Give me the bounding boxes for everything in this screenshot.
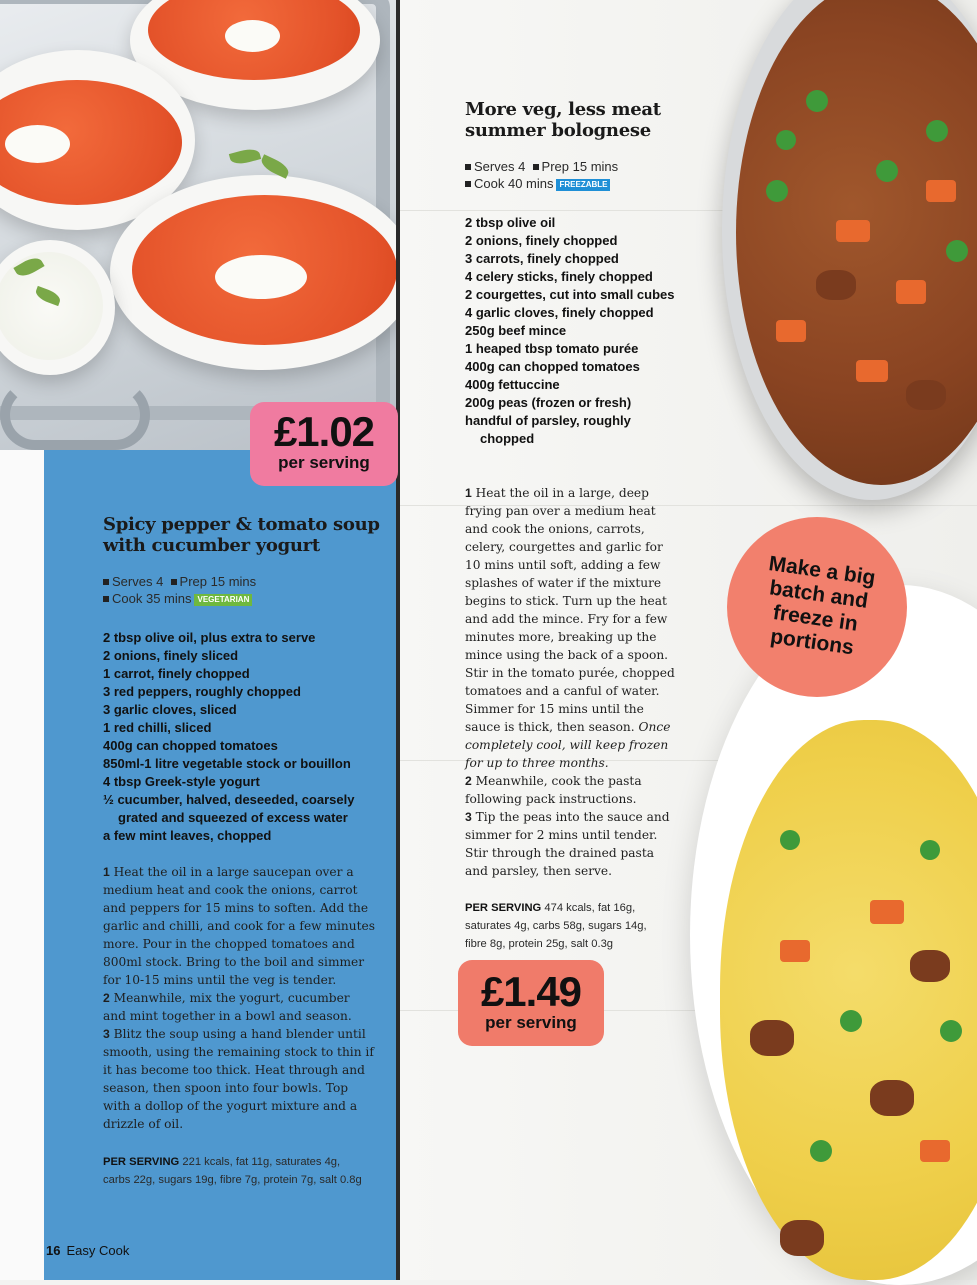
method xyxy=(103,863,375,1133)
ingredient: 2 tbsp olive oil xyxy=(465,215,556,230)
ingredient: 1 heaped tbsp tomato purée xyxy=(465,341,639,356)
ingredient: ½ cucumber, halved, deseeded, coarsely grated and squeezed of excess water xyxy=(103,792,355,825)
mince xyxy=(870,1080,914,1116)
page-number: 16 xyxy=(46,1243,61,1258)
step-text: Heat the oil in a large, deep frying pan over a medium heat and cook the onions, carrots, celery, courgettes and garlic for 10 mins until soft, adding a few splashes of water if the mixture begins to stick. Turn up the heat and add the mince. Fry for a few minutes more, breaking up the mince using the back of a spoon. Stir in the tomato purée, chopped tomatoes and a canful of water. Simmer for 15 mins until the sauce is thick, then season. xyxy=(465,486,675,734)
step-text: Tip the peas into the sauce and simmer for 2 mins until tender. Stir through the drained pasta and parsley, then serve. xyxy=(465,810,670,878)
ingredient: 4 garlic cloves, finely chopped xyxy=(465,305,654,320)
step-text: Meanwhile, mix the yogurt, cucumber and mint together in a bowl and season. xyxy=(103,991,352,1023)
mince xyxy=(816,270,856,300)
page-margin xyxy=(0,450,44,1280)
ingredient: 1 red chilli, sliced xyxy=(103,720,212,735)
recipe-meta xyxy=(465,158,715,192)
ingredient: handful of parsley, roughly chopped xyxy=(465,413,631,446)
ingredient: a few mint leaves, chopped xyxy=(103,828,272,843)
price-label: per serving xyxy=(278,453,370,472)
step-text: Blitz the soup using a hand blender until smooth, using the remaining stock to thin if it has become too thick. Heat through and season, then spoon into four bowls. Top with a dollop of the yogurt mixture and a drizzle of oil. xyxy=(103,1027,374,1131)
freezing-note: Once completely cool, will keep frozen for up to three months. xyxy=(465,720,671,770)
ingredient: 2 onions, finely chopped xyxy=(465,233,618,248)
ingredient-list xyxy=(465,214,680,448)
ingredient: 4 celery sticks, finely chopped xyxy=(465,269,653,284)
method-step xyxy=(103,989,375,1025)
price-amount: £1.02 xyxy=(273,408,375,455)
cream xyxy=(225,20,280,52)
page-gutter xyxy=(396,0,400,1280)
carrot xyxy=(896,280,926,304)
pea xyxy=(946,240,968,262)
mince xyxy=(750,1020,794,1056)
cook-time: Cook 35 mins xyxy=(112,591,192,606)
carrot xyxy=(926,180,956,202)
ingredient: 400g can chopped tomatoes xyxy=(465,359,640,374)
ingredient: 3 carrots, finely chopped xyxy=(465,251,619,266)
mince xyxy=(906,380,946,410)
ingredient: 2 tbsp olive oil, plus extra to serve xyxy=(103,630,316,645)
pea xyxy=(810,1140,832,1162)
pea xyxy=(876,160,898,182)
nutrition-values: 474 kcals, fat 16g, saturates 4g, carbs 58g, sugars 14g, fibre 8g, protein 25g, salt 0.3g xyxy=(465,902,647,950)
step-number: 2 xyxy=(103,991,110,1005)
price-label: per serving xyxy=(485,1013,577,1032)
ingredient: 3 red peppers, roughly chopped xyxy=(103,684,301,699)
method-step: 2 Meanwhile, cook the pasta following pack instructions. xyxy=(465,774,642,806)
recipe-title: Spicy pepper & tomato soup with cucumber yogurt xyxy=(103,514,380,556)
pea xyxy=(940,1020,962,1042)
method xyxy=(465,484,675,880)
method-step xyxy=(103,1025,375,1133)
price-amount: £1.49 xyxy=(480,968,582,1015)
method-step: 1 Heat the oil in a large, deep frying pan over a medium heat and cook the onions, carrots, celery, courgettes and garlic for 10 mins until soft, adding a few splashes of water if the mixture begins to stick. Turn up the heat and add the mince. Fry for a few minutes more, breaking up the mince using the back of a spoon. Stir in the tomato purée, chopped tomatoes and a canful of water. Simmer for 15 mins until the sauce is thick, then season. Once completely cool, will keep frozen for up to three months. xyxy=(465,486,675,770)
pasta xyxy=(720,720,977,1280)
cream xyxy=(5,125,70,163)
pea xyxy=(806,90,828,112)
freeze-tip-bubble xyxy=(727,517,907,697)
carrot xyxy=(780,940,810,962)
nutrition-values: 221 kcals, fat 11g, saturates 4g, carbs 22g, sugars 19g, fibre 7g, protein 7g, salt 0.8g xyxy=(103,1156,362,1186)
soup-photo xyxy=(0,0,400,450)
recipe-title: More veg, less meat summer bolognese xyxy=(465,99,661,141)
carrot xyxy=(920,1140,950,1162)
prep-time: Prep 15 mins xyxy=(541,159,619,174)
ingredient: 3 garlic cloves, sliced xyxy=(103,702,237,717)
ingredient: 400g fettuccine xyxy=(465,377,560,392)
page-footer xyxy=(46,1243,129,1258)
pea xyxy=(780,830,800,850)
per-serving-label: PER SERVING xyxy=(103,1156,180,1168)
pea xyxy=(926,120,948,142)
ingredient: 850ml-1 litre vegetable stock or bouillon xyxy=(103,756,351,771)
step-text: Meanwhile, cook the pasta following pack instructions. xyxy=(465,774,642,806)
method-step xyxy=(103,863,375,989)
mince xyxy=(910,950,950,982)
cream xyxy=(215,255,307,299)
pea xyxy=(920,840,940,860)
carrot xyxy=(776,320,806,342)
ingredient-list xyxy=(103,629,388,845)
pea xyxy=(840,1010,862,1032)
ingredient: 4 tbsp Greek-style yogurt xyxy=(103,774,260,789)
price-tag xyxy=(250,402,398,486)
step-number: 3 xyxy=(103,1027,110,1041)
per-serving-label: PER SERVING xyxy=(465,902,542,914)
ingredient: 1 carrot, finely chopped xyxy=(103,666,250,681)
magazine-name: Easy Cook xyxy=(66,1243,130,1258)
ingredient: 2 courgettes, cut into small cubes xyxy=(465,287,675,302)
price-tag xyxy=(458,960,604,1046)
vegetarian-badge: VEGETARIAN xyxy=(194,594,252,606)
nutrition xyxy=(103,1153,365,1189)
tray-handle xyxy=(0,380,150,450)
pea xyxy=(776,130,796,150)
cook-time: Cook 40 mins xyxy=(474,176,554,191)
ingredient: 2 onions, finely sliced xyxy=(103,648,239,663)
ingredient: 250g beef mince xyxy=(465,323,567,338)
recipe-meta xyxy=(103,573,383,607)
ingredient: 200g peas (frozen or fresh) xyxy=(465,395,632,410)
step-number: 1 xyxy=(103,865,110,879)
freezable-badge: FREEZABLE xyxy=(556,179,610,191)
carrot xyxy=(856,360,888,382)
pea xyxy=(766,180,788,202)
carrot xyxy=(870,900,904,924)
nutrition xyxy=(465,899,665,953)
freeze-tip-text: Make a big batch and freeze in portions xyxy=(767,551,877,660)
method-step: 3 Tip the peas into the sauce and simmer for 2 mins until tender. Stir through the drained pasta and parsley, then serve. xyxy=(465,810,670,878)
serves: Serves 4 xyxy=(112,574,164,589)
serves: Serves 4 xyxy=(474,159,526,174)
step-text: Heat the oil in a large saucepan over a medium heat and cook the onions, carrot and peppers for 15 mins to soften. Add the garlic and chilli, and cook for a few minutes more. Pour in the chopped tomatoes and 800ml stock. Bring to the boil and simmer for 10-15 mins until the veg is tender. xyxy=(103,865,375,987)
prep-time: Prep 15 mins xyxy=(179,574,257,589)
mince xyxy=(780,1220,824,1256)
carrot xyxy=(836,220,870,242)
ingredient: 400g can chopped tomatoes xyxy=(103,738,278,753)
